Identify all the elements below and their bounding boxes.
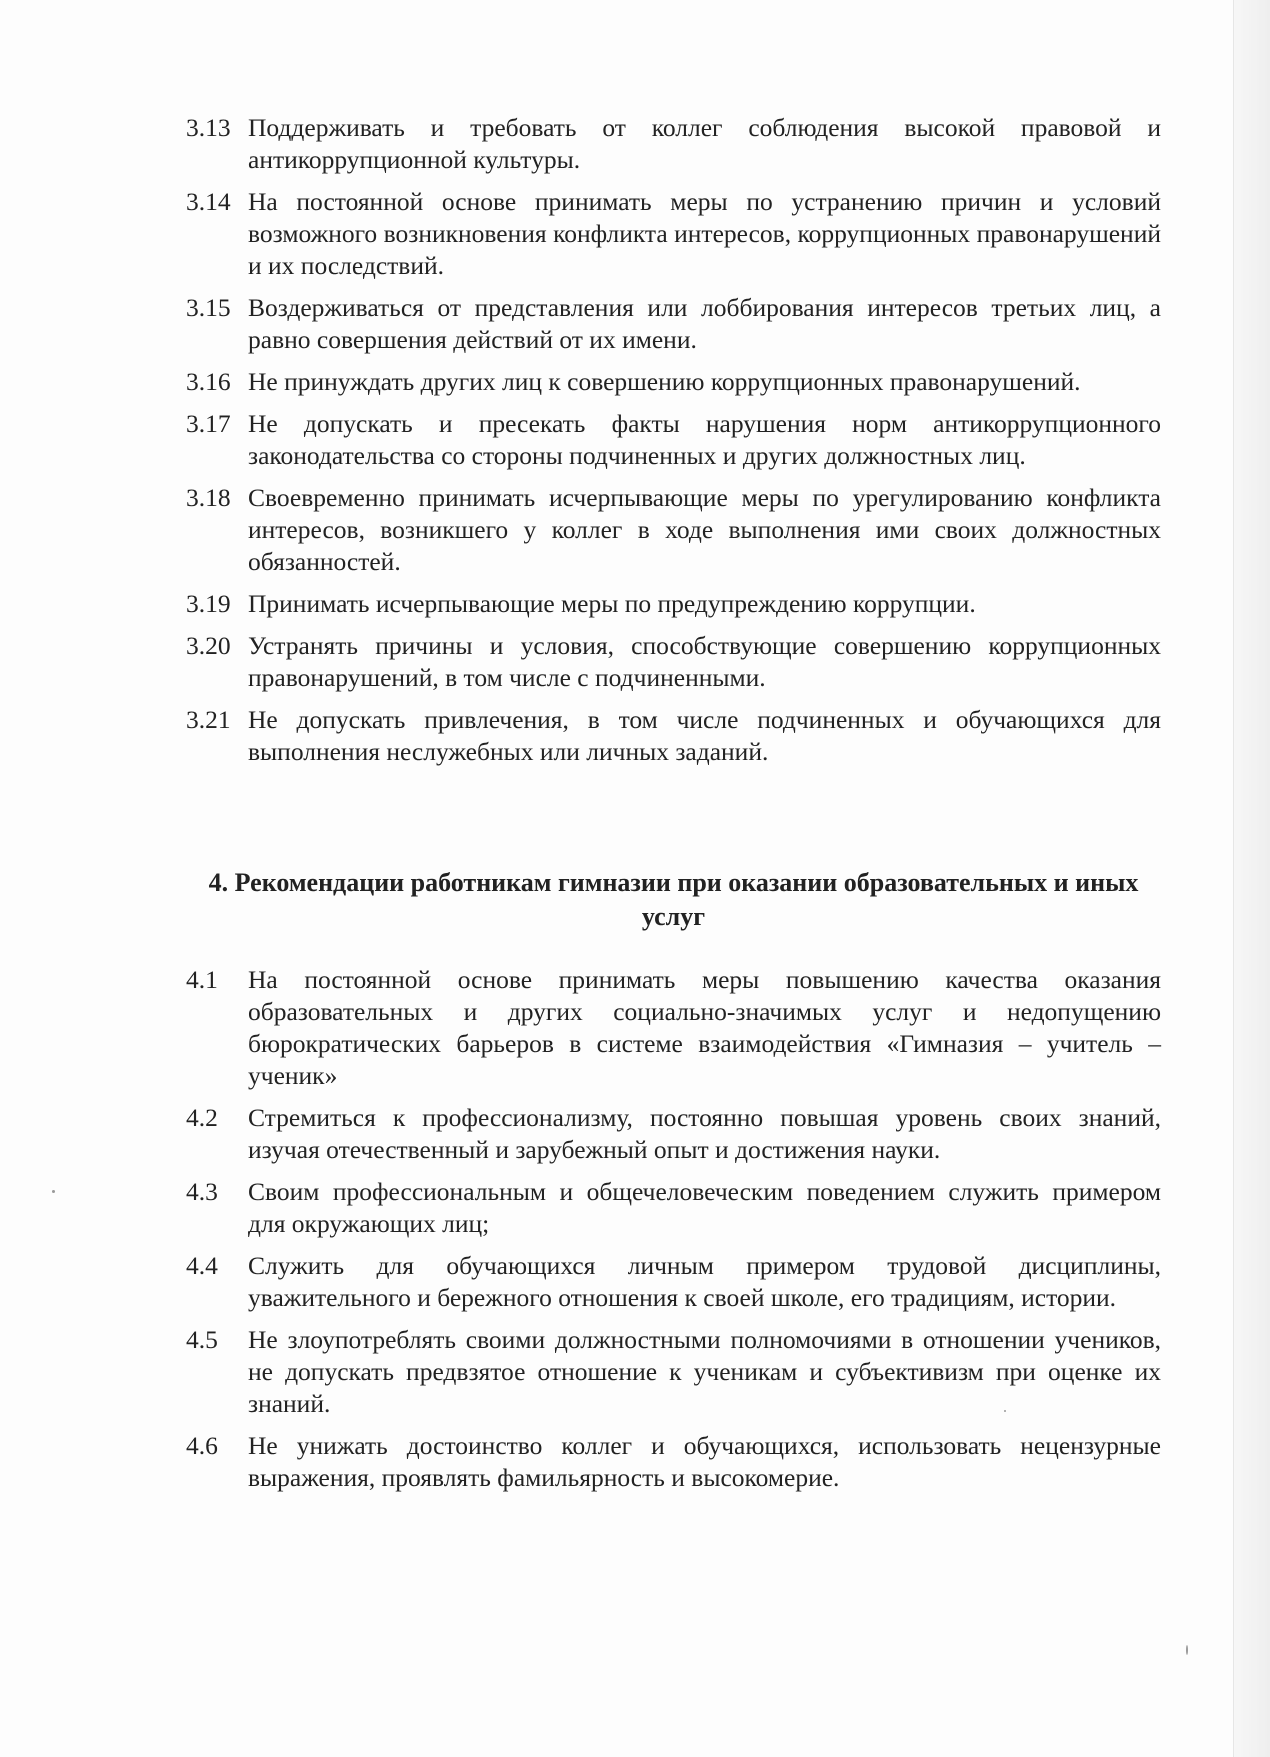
item-text: Служить для обучающихся личным примером трудовой дисциплины, уважительного и бережного отношения к своей школе, его традициям, истории. xyxy=(248,1251,1161,1312)
item-number: 4.5 xyxy=(186,1325,218,1354)
item-number: 4.6 xyxy=(186,1431,218,1460)
item-number: 3.20 xyxy=(186,631,231,660)
item-number: 3.19 xyxy=(186,589,231,618)
list-item xyxy=(186,186,1161,282)
item-number: 4.3 xyxy=(186,1177,218,1206)
list-item xyxy=(186,1430,1161,1494)
item-number: 3.14 xyxy=(186,187,231,216)
item-text: Своим профессиональным и общечеловеческим поведением служить примером для окружающих лиц; xyxy=(248,1177,1161,1238)
list-item xyxy=(186,1102,1161,1166)
list-item xyxy=(186,964,1161,1092)
item-text: Не унижать достоинство коллег и обучающихся, использовать нецензурные выражения, проявлять фамильярность и высокомерие. xyxy=(248,1431,1161,1492)
item-number: 3.15 xyxy=(186,293,231,322)
scan-edge xyxy=(1233,0,1270,1757)
list-item xyxy=(186,408,1161,472)
item-number: 3.13 xyxy=(186,113,231,142)
list-item xyxy=(186,588,1161,620)
list-item xyxy=(186,1176,1161,1240)
item-number: 3.21 xyxy=(186,705,231,734)
list-item xyxy=(186,482,1161,578)
list-item xyxy=(186,704,1161,768)
item-text: Своевременно принимать исчерпывающие меры по урегулированию конфликта интересов, возникшего у коллег в ходе выполнения ими своих должностных обязанностей. xyxy=(248,483,1161,576)
document-content xyxy=(186,112,1161,1504)
item-text: На постоянной основе принимать меры по устранению причин и условий возможного возникновения конфликта интересов, коррупционных правонарушений и их последствий. xyxy=(248,187,1161,280)
list-item xyxy=(186,630,1161,694)
item-text: Поддерживать и требовать от коллег соблюдения высокой правовой и антикоррупционной культуры. xyxy=(248,113,1161,174)
item-number: 3.16 xyxy=(186,367,231,396)
item-text: Не допускать и пресекать факты нарушения норм антикоррупционного законодательства со стороны подчиненных и других должностных лиц. xyxy=(248,409,1161,470)
section-4-list xyxy=(186,964,1161,1494)
section-4-heading: 4. Рекомендации работникам гимназии при оказании образовательных и иных услуг xyxy=(208,868,1139,931)
list-item xyxy=(186,292,1161,356)
item-number: 3.17 xyxy=(186,409,231,438)
section-3-list xyxy=(186,112,1161,768)
item-text: На постоянной основе принимать меры повышению качества оказания образовательных и других социально-значимых услуг и недопущению бюрократических барьеров в системе взаимодействия «Гимназия – учитель – ученик» xyxy=(248,965,1161,1090)
list-item xyxy=(186,1324,1161,1420)
item-number: 4.1 xyxy=(186,965,218,994)
item-number: 3.18 xyxy=(186,483,231,512)
item-text: Не принуждать других лиц к совершению коррупционных правонарушений. xyxy=(248,367,1081,396)
item-number: 4.2 xyxy=(186,1103,218,1132)
item-text: Не допускать привлечения, в том числе подчиненных и обучающихся для выполнения неслужебных или личных заданий. xyxy=(248,705,1161,766)
item-text: Принимать исчерпывающие меры по предупреждению коррупции. xyxy=(248,589,976,618)
item-text: Устранять причины и условия, способствующие совершению коррупционных правонарушений, в том числе с подчиненными. xyxy=(248,631,1161,692)
list-item xyxy=(186,112,1161,176)
list-item xyxy=(186,1250,1161,1314)
item-text: Стремиться к профессионализму, постоянно повышая уровень своих знаний, изучая отечественный и зарубежный опыт и достижения науки. xyxy=(248,1103,1161,1164)
item-text: Не злоупотреблять своими должностными полномочиями в отношении учеников, не допускать предвзятое отношение к ученикам и субъективизм при оценке их знаний. xyxy=(248,1325,1161,1418)
item-text: Воздерживаться от представления или лоббирования интересов третьих лиц, а равно совершения действий от их имени. xyxy=(248,293,1161,354)
list-item xyxy=(186,366,1161,398)
item-number: 4.4 xyxy=(186,1251,218,1280)
